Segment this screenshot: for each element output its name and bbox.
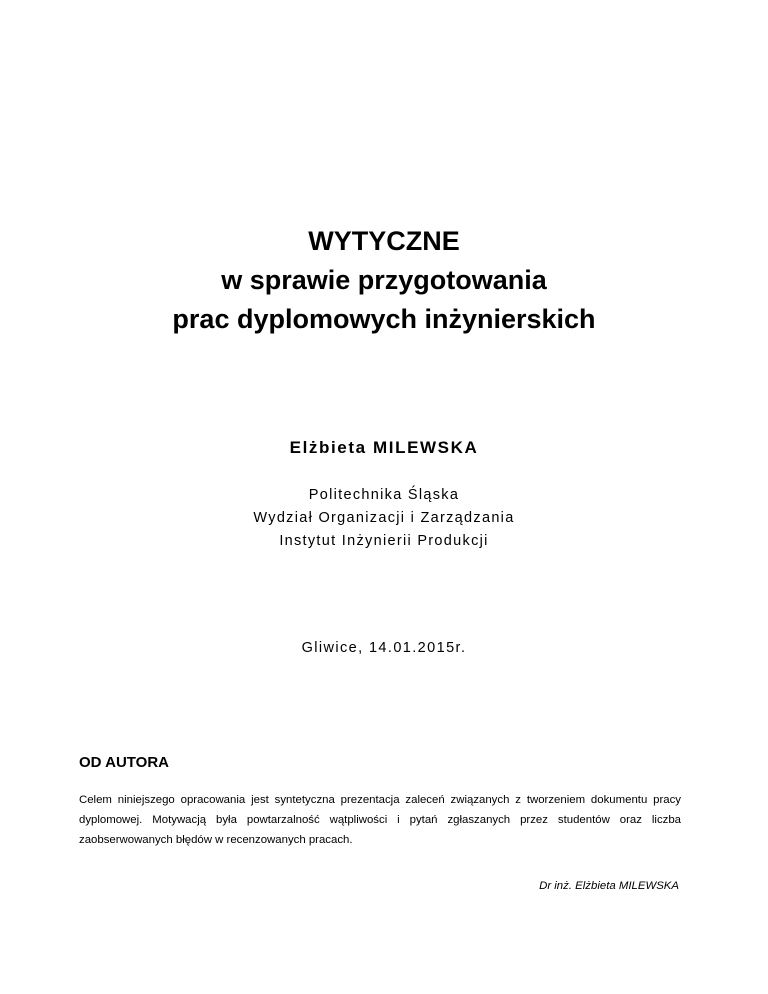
document-title — [0, 222, 768, 339]
preface-paragraph: Celem niniejszego opracowania jest syntetyczna prezentacja zaleceń związanych z tworzeniem dokumentu pracy dyplomowej. Motywacją była powtarzalność wątpliwości i pytań zgłaszanych przez studentów oraz liczba zaobserwowanych błędów w recenzowanych pracach. — [79, 794, 681, 846]
author-affiliation — [0, 484, 768, 553]
place-and-date: Gliwice, 14.01.2015r. — [301, 640, 467, 656]
affiliation-faculty: Wydział Organizacji i Zarządzania — [253, 510, 515, 526]
title-line-1: WYTYCZNE — [308, 226, 460, 256]
title-line-2: w sprawie przygotowania — [221, 265, 547, 295]
preface-heading: OD AUTORA — [79, 754, 169, 771]
title-line-3: prac dyplomowych inżynierskich — [172, 304, 596, 334]
author-signature: Dr inż. Elżbieta MILEWSKA — [539, 880, 679, 892]
author-name: Elżbieta MILEWSKA — [289, 438, 479, 457]
affiliation-institute: Instytut Inżynierii Produkcji — [279, 533, 489, 549]
affiliation-university: Politechnika Śląska — [308, 487, 460, 503]
